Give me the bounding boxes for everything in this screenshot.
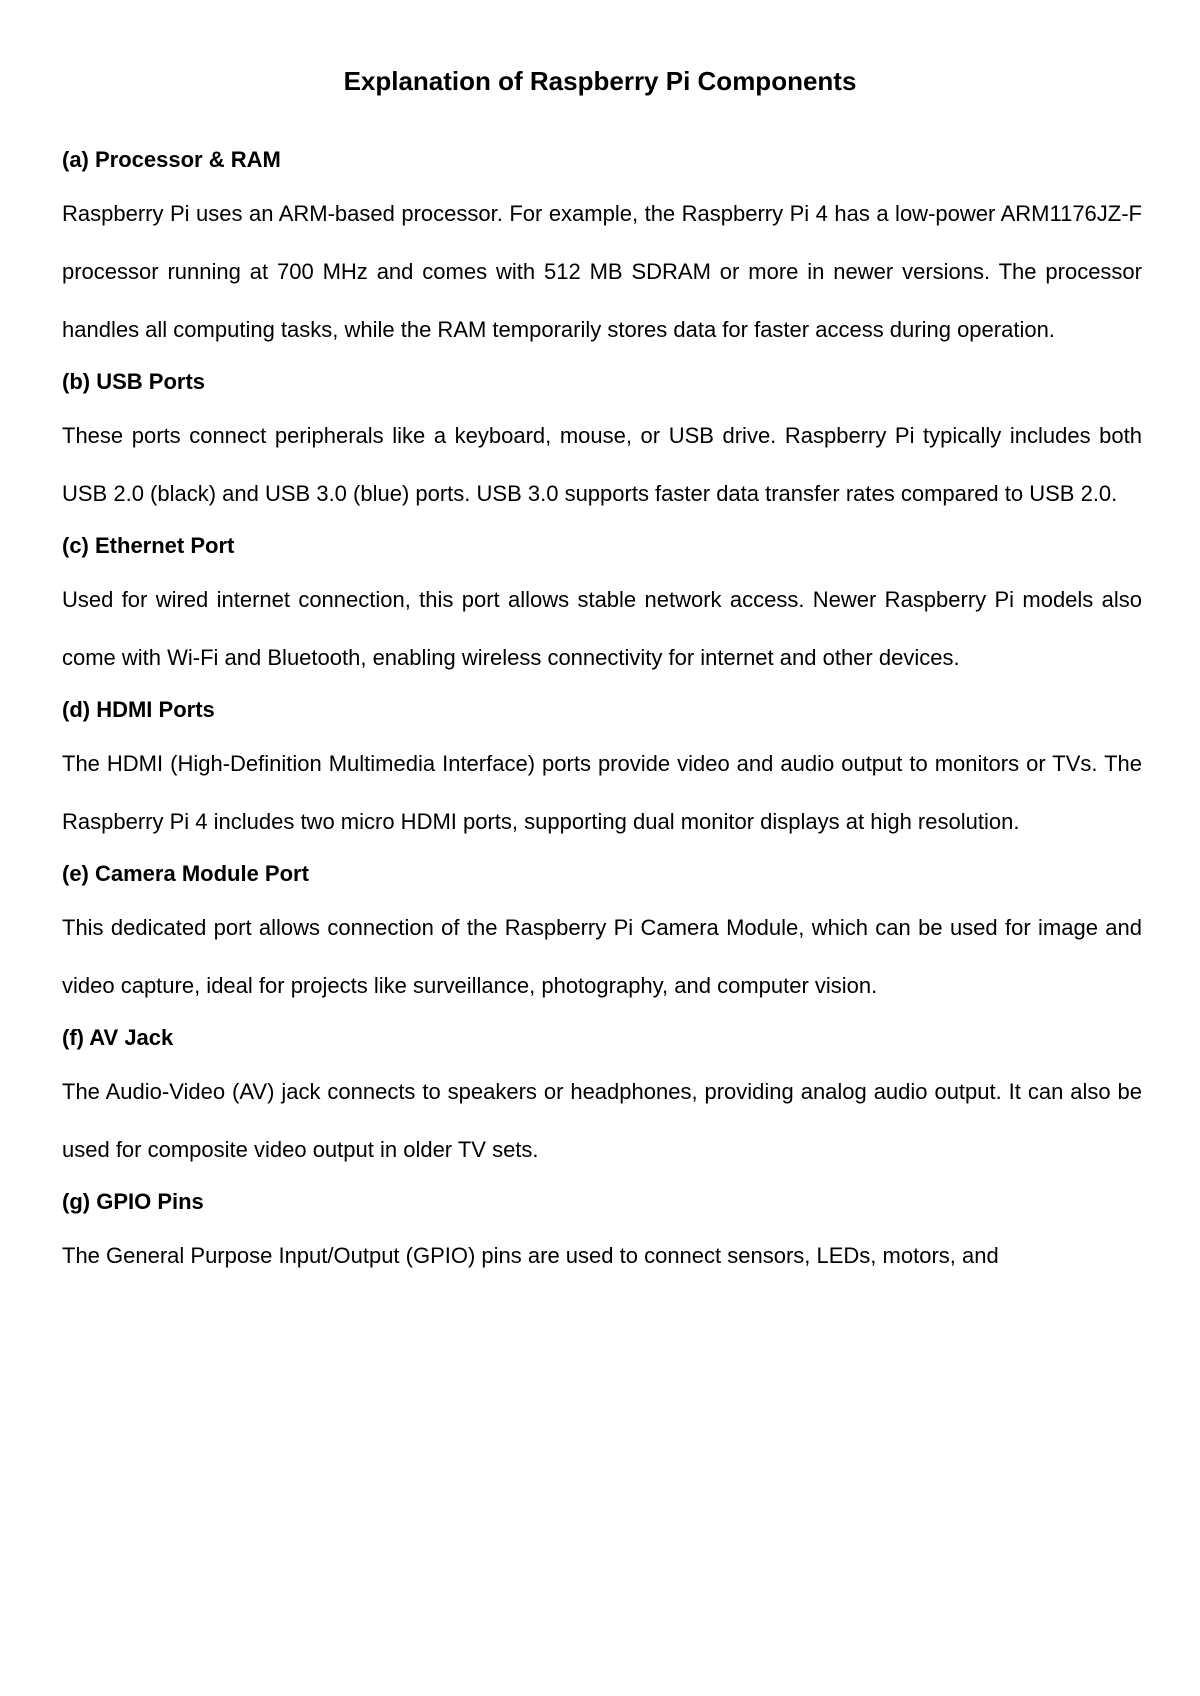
- section-heading: (c) Ethernet Port: [62, 533, 235, 558]
- section-heading: (e) Camera Module Port: [62, 861, 309, 886]
- section-heading: (b) USB Ports: [62, 369, 205, 394]
- section-usb-ports: [62, 367, 1142, 523]
- section-camera-module-port: [62, 859, 1142, 1015]
- section-body: This dedicated port allows connection of the Raspberry Pi Camera Module, which can be used for image and video capture, ideal for projects like surveillance, photography, and computer vision.: [62, 915, 1142, 998]
- section-processor-ram: [62, 145, 1142, 359]
- section-heading: (f) AV Jack: [62, 1025, 174, 1050]
- section-body: Raspberry Pi uses an ARM-based processor. For example, the Raspberry Pi 4 has a low-power ARM1176JZ-F processor running at 700 MHz and comes with 512 MB SDRAM or more in newer versions. The processor handles all computing tasks, while the RAM temporarily stores data for faster access during operation.: [62, 201, 1142, 342]
- section-body: The Audio-Video (AV) jack connects to speakers or headphones, providing analog audio output. It can also be used for composite video output in older TV sets.: [62, 1079, 1142, 1162]
- section-av-jack: [62, 1023, 1142, 1179]
- section-heading: (g) GPIO Pins: [62, 1189, 204, 1214]
- section-ethernet-port: [62, 531, 1142, 687]
- document-title: Explanation of Raspberry Pi Components: [343, 66, 857, 96]
- section-body: These ports connect peripherals like a keyboard, mouse, or USB drive. Raspberry Pi typically includes both USB 2.0 (black) and USB 3.0 (blue) ports. USB 3.0 supports faster data transfer rates compared to USB 2.0.: [62, 423, 1142, 506]
- section-hdmi-ports: [62, 695, 1142, 851]
- section-gpio-pins: [62, 1187, 1142, 1285]
- section-body: The HDMI (High-Definition Multimedia Interface) ports provide video and audio output to monitors or TVs. The Raspberry Pi 4 includes two micro HDMI ports, supporting dual monitor displays at high resolution.: [62, 751, 1142, 834]
- document-content: [62, 145, 1142, 1293]
- section-body: Used for wired internet connection, this port allows stable network access. Newer Raspberry Pi models also come with Wi-Fi and Bluetooth, enabling wireless connectivity for internet and other devices.: [62, 587, 1142, 670]
- section-body: The General Purpose Input/Output (GPIO) pins are used to connect sensors, LEDs, motors, and: [62, 1243, 999, 1268]
- section-heading: (d) HDMI Ports: [62, 697, 215, 722]
- section-heading: (a) Processor & RAM: [62, 147, 281, 172]
